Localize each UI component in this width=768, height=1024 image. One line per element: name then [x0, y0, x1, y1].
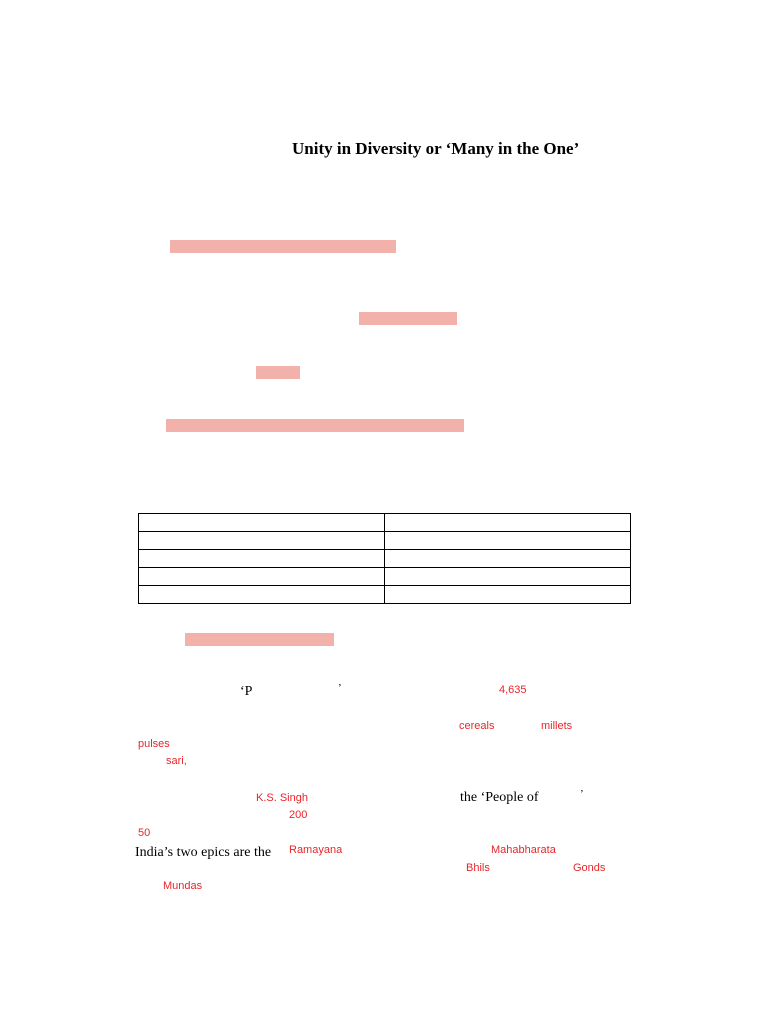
table-row: [139, 514, 631, 532]
highlight-bar-1: [170, 240, 396, 253]
table-cell: [139, 586, 385, 604]
word-cereals: cereals: [459, 720, 495, 732]
name-ks-singh: K.S. Singh: [256, 792, 308, 804]
data-table: [138, 513, 631, 604]
table-cell: [385, 550, 631, 568]
table-cell: [385, 586, 631, 604]
table-cell: [139, 532, 385, 550]
highlight-bar-5: [185, 633, 334, 646]
word-ramayana: Ramayana: [289, 844, 343, 856]
number-4635: 4,635: [499, 684, 527, 696]
word-pulses: pulses: [138, 738, 170, 750]
phrase-people-of: the ‘People of: [460, 790, 539, 805]
table-row: [139, 532, 631, 550]
quote-close-mark: ’: [338, 682, 342, 694]
highlight-bar-2: [359, 312, 457, 325]
table-row: [139, 568, 631, 586]
table-cell: [385, 514, 631, 532]
table-row: [139, 586, 631, 604]
page-title: Unity in Diversity or ‘Many in the One’: [292, 139, 580, 158]
word-mahabharata: Mahabharata: [491, 844, 556, 856]
number-200: 200: [289, 809, 308, 821]
quote-fragment-p: ‘P: [240, 684, 253, 699]
highlight-bar-4: [166, 419, 464, 432]
quote-close-mark-2: ’: [580, 788, 584, 800]
table-cell: [385, 532, 631, 550]
word-bhils: Bhils: [466, 862, 490, 874]
table-cell: [139, 568, 385, 586]
table-cell: [139, 550, 385, 568]
word-mundas: Mundas: [163, 880, 203, 892]
number-50: 50: [138, 827, 151, 839]
highlight-bar-3: [256, 366, 300, 379]
epics-sentence: India’s two epics are the: [135, 845, 272, 860]
word-sari: sari,: [166, 755, 187, 767]
word-millets: millets: [541, 720, 573, 732]
table-cell: [139, 514, 385, 532]
table-cell: [385, 568, 631, 586]
word-gonds: Gonds: [573, 862, 606, 874]
table-row: [139, 550, 631, 568]
